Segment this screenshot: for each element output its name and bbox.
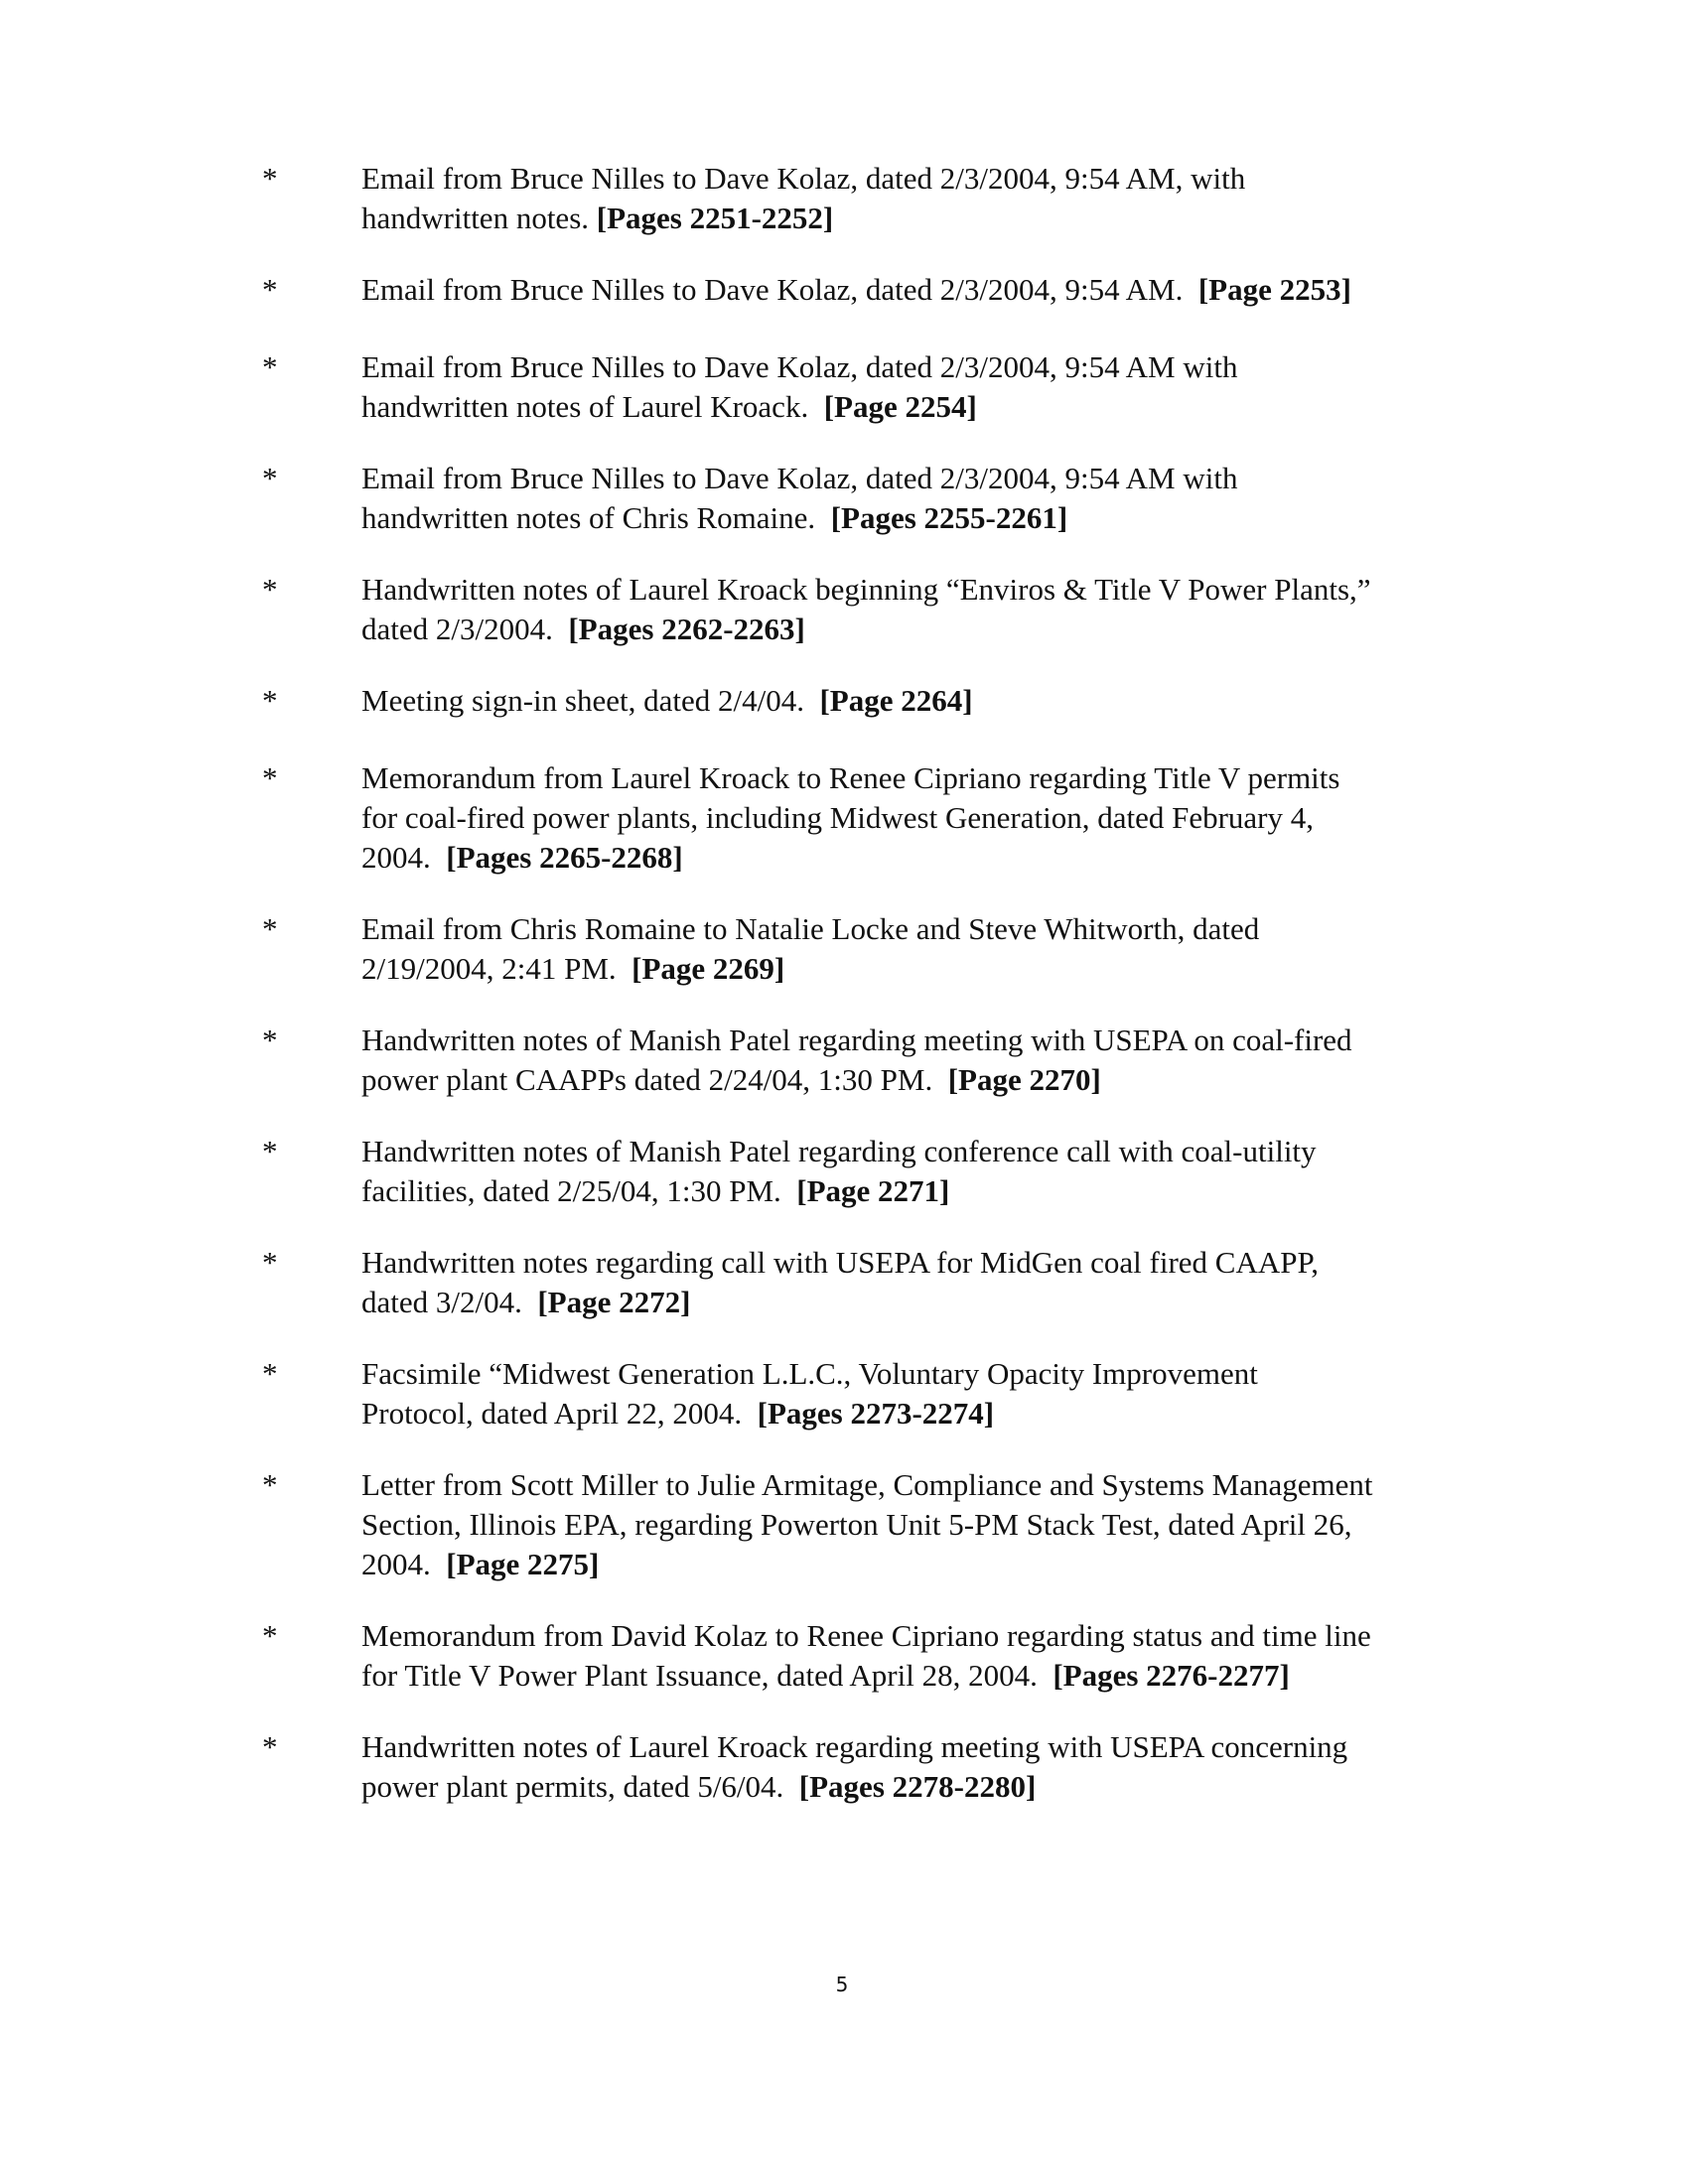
page-reference: [Pages 2255-2261] xyxy=(830,500,1068,535)
bullet-asterisk: * xyxy=(262,272,278,307)
entry-line xyxy=(361,1132,1474,1171)
entry-line-text: Letter from Scott Miller to Julie Armitage, Compliance and Systems Management xyxy=(361,1467,1373,1502)
entry-line xyxy=(361,459,1474,498)
entry-line-text: facilities, dated 2/25/04, 1:30 PM. xyxy=(361,1173,797,1208)
page-reference: [Pages 2278-2280] xyxy=(798,1769,1037,1804)
entry-description xyxy=(361,1465,1474,1584)
bullet-asterisk: * xyxy=(262,760,278,795)
page-reference: [Page 2254] xyxy=(823,389,977,424)
entry-line-text: Facsimile “Midwest Generation L.L.C., Voluntary Opacity Improvement xyxy=(361,1356,1258,1391)
entry-line xyxy=(361,347,1474,387)
entry-description xyxy=(361,909,1474,989)
entry-description xyxy=(361,758,1474,878)
entry-line-text: Protocol, dated April 22, 2004. xyxy=(361,1396,758,1431)
entry-line xyxy=(361,758,1474,798)
entry-line-text: Email from Bruce Nilles to Dave Kolaz, dated 2/3/2004, 9:54 AM with xyxy=(361,461,1238,495)
page-reference: [Pages 2265-2268] xyxy=(446,840,683,875)
page-reference: [Pages 2276-2277] xyxy=(1052,1658,1290,1693)
entry-line xyxy=(361,498,1474,538)
page-reference: [Page 2264] xyxy=(819,683,973,718)
entry-line-text: Handwritten notes of Laurel Kroack beginning “Enviros & Title V Power Plants,” xyxy=(361,572,1371,607)
page-reference: [Page 2269] xyxy=(632,951,785,986)
entry-line xyxy=(361,909,1474,949)
entry-line xyxy=(361,1283,1474,1322)
entry-line xyxy=(361,159,1474,199)
entry-description xyxy=(361,459,1474,538)
page-reference: [Page 2253] xyxy=(1197,272,1351,307)
entry-line xyxy=(361,1767,1474,1807)
entry-line xyxy=(361,1021,1474,1060)
entry-line xyxy=(361,387,1474,427)
entry-line-text: Handwritten notes regarding call with USEPA for MidGen coal fired CAAPP, xyxy=(361,1245,1320,1280)
entry-line xyxy=(361,1060,1474,1100)
entry-line xyxy=(361,1505,1474,1545)
entry-line xyxy=(361,1354,1474,1394)
bullet-asterisk: * xyxy=(262,572,278,607)
entry-description xyxy=(361,570,1474,649)
entry-line xyxy=(361,270,1474,310)
entry-description xyxy=(361,1021,1474,1100)
entry-line-text: handwritten notes of Chris Romaine. xyxy=(361,500,831,535)
entry-description xyxy=(361,1243,1474,1322)
entry-description xyxy=(361,1354,1474,1433)
entry-description xyxy=(361,1727,1474,1807)
entry-line-text: Handwritten notes of Manish Patel regarding meeting with USEPA on coal-fired xyxy=(361,1023,1352,1057)
page-reference: [Page 2272] xyxy=(537,1285,691,1319)
page-reference: [Page 2275] xyxy=(446,1547,600,1581)
bullet-asterisk: * xyxy=(262,683,278,718)
entry-description xyxy=(361,1616,1474,1696)
entry-description xyxy=(361,681,1474,721)
page-reference: [Pages 2273-2274] xyxy=(757,1396,995,1431)
entry-line xyxy=(361,610,1474,649)
page-reference: [Pages 2251-2252] xyxy=(596,201,834,235)
bullet-asterisk: * xyxy=(262,1356,278,1391)
entry-line-text: power plant CAAPPs dated 2/24/04, 1:30 PM. xyxy=(361,1062,948,1097)
bullet-asterisk: * xyxy=(262,161,278,196)
bullet-asterisk: * xyxy=(262,1618,278,1653)
entry-line-text: Handwritten notes of Laurel Kroack regarding meeting with USEPA concerning xyxy=(361,1729,1348,1764)
entry-line xyxy=(361,1656,1474,1696)
entry-line-text: 2/19/2004, 2:41 PM. xyxy=(361,951,632,986)
entry-line-text: Meeting sign-in sheet, dated 2/4/04. xyxy=(361,683,820,718)
entry-line xyxy=(361,798,1474,838)
entry-line xyxy=(361,1616,1474,1656)
bullet-asterisk: * xyxy=(262,1729,278,1764)
page-reference: [Page 2271] xyxy=(796,1173,950,1208)
bullet-asterisk: * xyxy=(262,349,278,384)
entry-line-text: Email from Chris Romaine to Natalie Locke and Steve Whitworth, dated xyxy=(361,911,1260,946)
entry-line xyxy=(361,1171,1474,1211)
entry-line-text: Handwritten notes of Manish Patel regarding conference call with coal-utility xyxy=(361,1134,1317,1168)
entry-line-text: handwritten notes of Laurel Kroack. xyxy=(361,389,824,424)
entry-description xyxy=(361,347,1474,427)
entry-line xyxy=(361,1545,1474,1584)
entry-line-text: 2004. xyxy=(361,840,447,875)
entry-line xyxy=(361,681,1474,721)
entry-line-text: Memorandum from David Kolaz to Renee Cipriano regarding status and time line xyxy=(361,1618,1371,1653)
entry-line-text: dated 3/2/04. xyxy=(361,1285,538,1319)
entry-line-text: 2004. xyxy=(361,1547,447,1581)
entry-line-text: for Title V Power Plant Issuance, dated April 28, 2004. xyxy=(361,1658,1053,1693)
entry-description xyxy=(361,270,1474,310)
bullet-asterisk: * xyxy=(262,1467,278,1502)
entry-line-text: Section, Illinois EPA, regarding Powerton Unit 5-PM Stack Test, dated April 26, xyxy=(361,1507,1352,1542)
bullet-asterisk: * xyxy=(262,1023,278,1057)
entry-line xyxy=(361,838,1474,878)
bullet-asterisk: * xyxy=(262,911,278,946)
entry-line-text: Email from Bruce Nilles to Dave Kolaz, dated 2/3/2004, 9:54 AM. xyxy=(361,272,1198,307)
entry-description xyxy=(361,159,1474,238)
entry-line-text: Email from Bruce Nilles to Dave Kolaz, dated 2/3/2004, 9:54 AM, with xyxy=(361,161,1246,196)
entry-line-text: handwritten notes. xyxy=(361,201,597,235)
entry-line xyxy=(361,1243,1474,1283)
page-reference: [Page 2270] xyxy=(947,1062,1101,1097)
entry-line-text: power plant permits, dated 5/6/04. xyxy=(361,1769,799,1804)
entry-line xyxy=(361,1465,1474,1505)
entry-line xyxy=(361,949,1474,989)
bullet-asterisk: * xyxy=(262,1134,278,1168)
entry-line-text: for coal-fired power plants, including Midwest Generation, dated February 4, xyxy=(361,800,1314,835)
entry-line xyxy=(361,1394,1474,1433)
entry-line-text: dated 2/3/2004. xyxy=(361,612,569,646)
bullet-asterisk: * xyxy=(262,461,278,495)
page-number: 5 xyxy=(835,1973,849,1996)
entry-line xyxy=(361,199,1474,238)
page-reference: [Pages 2262-2263] xyxy=(568,612,805,646)
entry-line-text: Memorandum from Laurel Kroack to Renee Cipriano regarding Title V permits xyxy=(361,760,1340,795)
entry-description xyxy=(361,1132,1474,1211)
entry-line xyxy=(361,1727,1474,1767)
entry-line-text: Email from Bruce Nilles to Dave Kolaz, dated 2/3/2004, 9:54 AM with xyxy=(361,349,1238,384)
bullet-asterisk: * xyxy=(262,1245,278,1280)
entry-line xyxy=(361,570,1474,610)
